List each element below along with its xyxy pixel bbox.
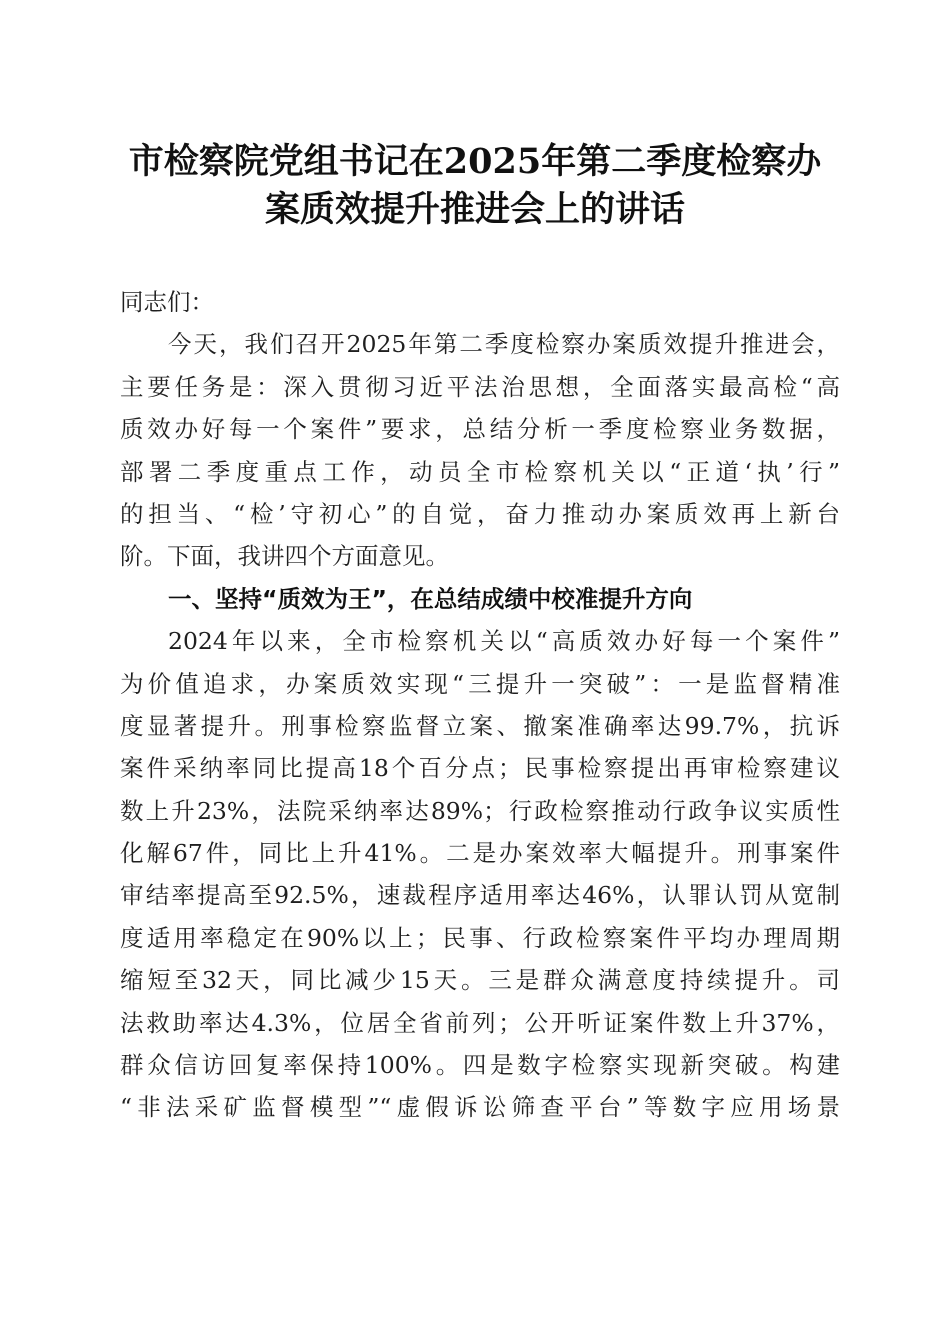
- paragraph-1: [120, 323, 840, 577]
- paragraph-1-line: 主要任务是：深入贯彻习近平法治思想，全面落实最高检“高: [120, 372, 840, 401]
- paragraph-1-line: 的担当、“检’守初心”的自觉，奋力推动办案质效再上新台: [120, 499, 840, 528]
- paragraph-2-line: 度适用率稳定在90%以上；民事、行政检察案件平均办理周期: [120, 923, 840, 952]
- paragraph-2-line: 度显著提升。刑事检察监督立案、撤案准确率达99.7%，抗诉: [120, 711, 840, 740]
- paragraph-2: [120, 620, 840, 1129]
- title-line-1: 市检察院党组书记在2025年第二季度检察办: [128, 141, 822, 182]
- paragraph-1-line: 今天，我们召开2025年第二季度检察办案质效提升推进会，: [168, 330, 840, 359]
- paragraph-2-line: “非法采矿监督模型”“虚假诉讼筛查平台”等数字应用场景: [120, 1093, 840, 1122]
- paragraph-2-line: 案件采纳率同比提高18个百分点；民事检察提出再审检察建议: [120, 754, 840, 783]
- paragraph-1-line: 质效办好每一个案件”要求，总结分析一季度检察业务数据，: [120, 415, 840, 444]
- paragraph-2-line: 2024年以来，全市检察机关以“高质效办好每一个案件”: [168, 627, 840, 656]
- document-body: [120, 281, 840, 1129]
- title-line-2: 案质效提升推进会上的讲话: [264, 189, 685, 230]
- paragraph-2-line: 群众信访回复率保持100%。四是数字检察实现新突破。构建: [120, 1051, 840, 1080]
- paragraph-2-line: 审结率提高至92.5%，速裁程序适用率达46%，认罪认罚从宽制: [120, 881, 840, 910]
- salutation: 同志们：: [120, 288, 214, 316]
- paragraph-2-line: 为价值追求，办案质效实现“三提升一突破”：一是监督精准: [120, 669, 840, 698]
- paragraph-2-line: 化解67件，同比上升41%。二是办案效率大幅提升。刑事案件: [120, 839, 840, 868]
- section-heading-1: 一、坚持“质效为王”，在总结成绩中校准提升方向: [168, 584, 693, 613]
- paragraph-1-line: 部署二季度重点工作，动员全市检察机关以“正道‘执’行”: [120, 457, 840, 486]
- paragraph-2-line: 法救助率达4.3%，位居全省前列；公开听证案件数上升37%，: [120, 1008, 840, 1037]
- paragraph-2-line: 缩短至32天，同比减少15天。三是群众满意度持续提升。司: [120, 966, 840, 995]
- document-title: [100, 138, 850, 234]
- paragraph-1-line: 阶。下面，我讲四个方面意见。: [120, 542, 449, 571]
- paragraph-2-line: 数上升23%，法院采纳率达89%；行政检察推动行政争议实质性: [120, 796, 840, 825]
